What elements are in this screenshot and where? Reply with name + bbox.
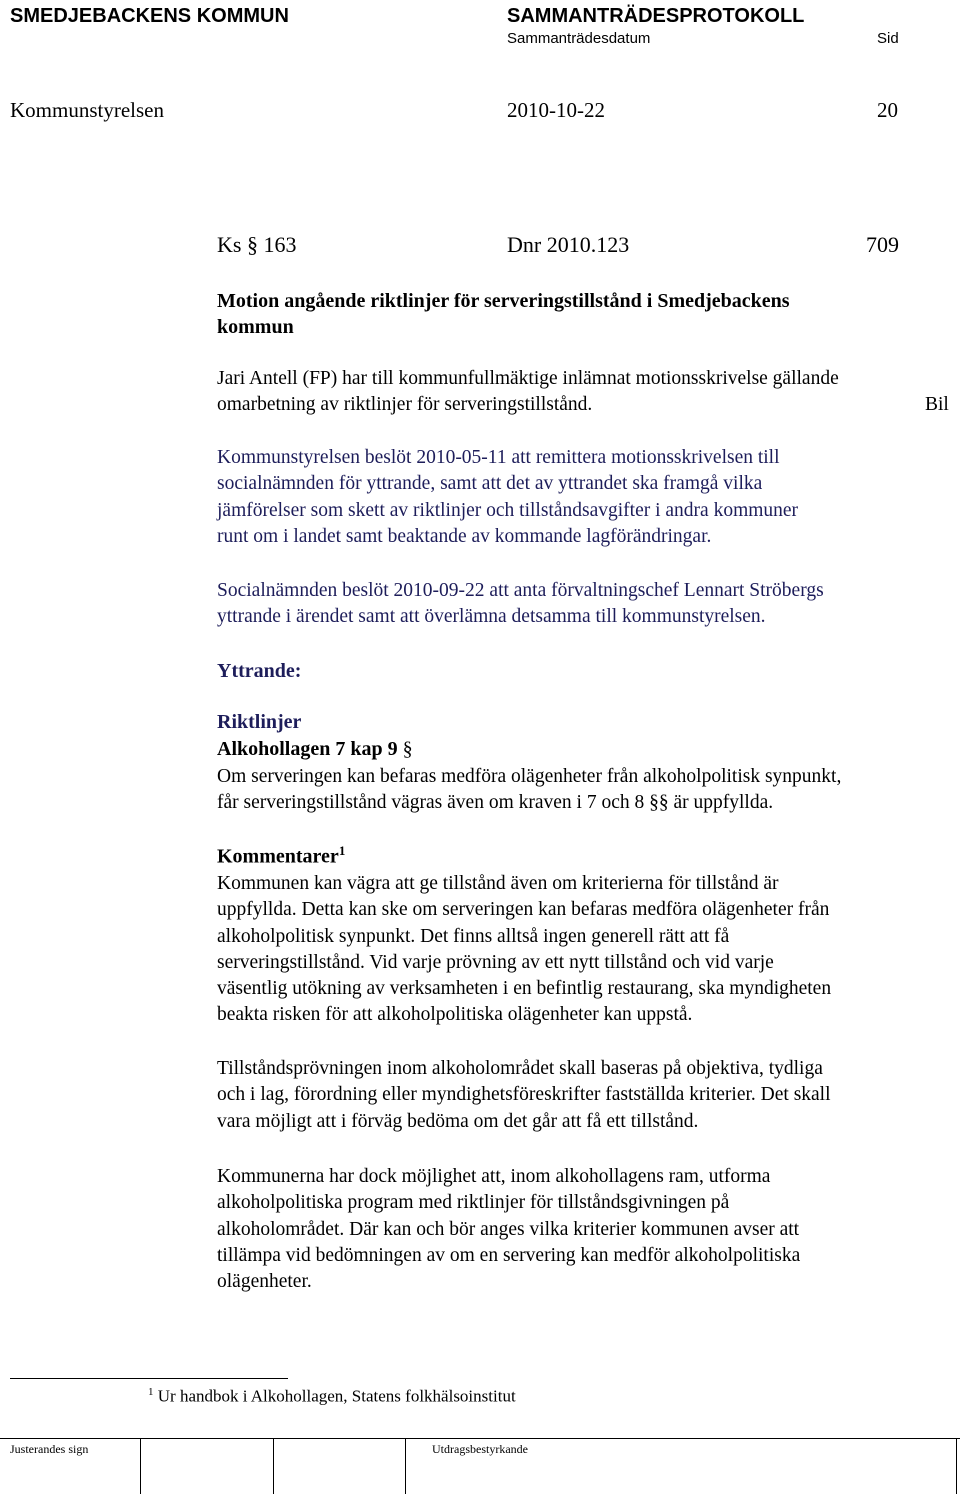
paragraph-referral <box>217 445 957 550</box>
signatures-label: Justerandes sign <box>10 1442 89 1456</box>
page-number: 20 <box>877 98 898 122</box>
law-text-end: är uppfyllda. <box>673 792 774 814</box>
date-label: Sammanträdesdatum <box>507 30 651 47</box>
footnote-separator <box>10 1378 288 1379</box>
text-line: alkoholpolitiska program med riktlinjer för tillståndsgivningen på <box>217 1192 730 1214</box>
text-line: yttrande i ärendet samt att överlämna detsamma till kommunstyrelsen. <box>217 606 766 628</box>
text-line: jämförelser som skett av riktlinjer och tillståndsavgifter i andra kommuner <box>217 499 799 521</box>
certified-label: Utdragsbestyrkande <box>432 1442 528 1456</box>
text-line: alkoholpolitisk synpunkt. Det finns alltså ingen generell rätt att få <box>217 925 730 947</box>
section-symbol: § <box>402 738 413 760</box>
text-line: och i lag, förordning eller myndighetsföreskrifter fastställda kriterier. Det skall <box>217 1084 831 1106</box>
text-line: Socialnämnden beslöt 2010-09-22 att anta förvaltningschef Lennart Ströbergs <box>217 580 824 601</box>
section-symbol: § <box>658 792 669 814</box>
intro-paragraph <box>217 366 957 419</box>
text-line: väsentlig utökning av verksamheten i en befintlig restaurang, ska myndigheten <box>217 978 832 1000</box>
footnote-text: Ur handbok i Alkohollagen, Statens folkhälsoinstitut <box>157 1386 516 1406</box>
section-symbol: § <box>649 792 659 814</box>
text-line: serveringstillstånd. Vid varje prövning av ett nytt tillstånd och vid varje <box>217 951 774 973</box>
guidelines-heading: Riktlinjer <box>217 711 302 733</box>
text-line: Kommunstyrelsen beslöt 2010-05-11 att remittera motionsskrivelsen till <box>217 447 780 468</box>
text-line: alkoholområdet. Där kan och bör anges vilka kriterier kommunen avser att <box>217 1218 800 1240</box>
title-line: kommun <box>217 316 294 338</box>
attachment-marker: Bil <box>925 394 949 415</box>
text-line: vara möjligt att i förväg bedöma om det går att få ett tillstånd. <box>217 1110 699 1132</box>
comments-heading-text: Kommentarer <box>217 845 339 868</box>
case-code: 709 <box>866 232 899 257</box>
text-line: Om serveringen kan befaras medföra olägenheter från alkoholpolitisk synpunkt, <box>217 766 842 787</box>
text-line: tillämpa vid bedömningen av om en servering kan medför alkoholpolitiska <box>217 1244 801 1266</box>
footer-top-rule <box>0 1438 960 1439</box>
ks-number: 163 <box>263 232 297 257</box>
footnote-ref: 1 <box>338 843 346 858</box>
footer-divider <box>956 1438 957 1494</box>
ks-prefix: Ks <box>217 232 242 257</box>
case-dnr: Dnr 2010.123 <box>507 232 630 257</box>
law-text-start: får serveringstillstånd vägras även om kraven i 7 och 8 <box>217 792 645 814</box>
law-text <box>217 764 957 817</box>
text-line: Kommunen kan vägra att ge tillstånd även om kriterierna för tillstånd är <box>217 873 779 894</box>
committee-name: Kommunstyrelsen <box>10 98 164 122</box>
text-line: beakta risken för att alkoholpolitiska olägenheter kan uppstå. <box>217 1004 693 1026</box>
comments-heading <box>217 843 957 869</box>
motion-title <box>217 288 957 340</box>
text-line: Tillståndsprövningen inom alkoholområdet skall baseras på objektiva, tydliga <box>217 1058 823 1079</box>
law-heading-text: Alkohollagen 7 kap 9 <box>217 738 398 760</box>
text-line <box>217 790 957 816</box>
footnote-number: 1 <box>148 1386 154 1398</box>
footer-divider <box>140 1438 141 1494</box>
intro-line: Jari Antell (FP) har till kommunfullmäktige inlämnat motionsskrivelse gällande <box>217 368 839 389</box>
footnote <box>148 1386 516 1407</box>
text-line: runt om i landet samt beaktande av kommande lagförändringar. <box>217 525 712 547</box>
intro-line: omarbetning av riktlinjer för serveringstillstånd. <box>217 394 593 416</box>
section-symbol: § <box>246 232 258 257</box>
text-line: Kommunerna har dock möjlighet att, inom alkohollagens ram, utforma <box>217 1166 771 1187</box>
text-line: olägenheter. <box>217 1271 312 1293</box>
title-line: Motion angående riktlinjer för serveringstillstånd i Smedjebackens <box>217 290 790 312</box>
statement-heading: Yttrande: <box>217 660 302 682</box>
text-line: socialnämnden för yttrande, samt att det av yttrandet ska framgå vilka <box>217 473 763 495</box>
case-ks <box>217 232 296 258</box>
org-name: SMEDJEBACKENS KOMMUN <box>10 5 289 27</box>
paragraph-programs <box>217 1164 957 1295</box>
law-heading <box>217 738 957 761</box>
page-label: Sid <box>877 30 899 47</box>
footer-divider <box>273 1438 274 1494</box>
doc-type: SAMMANTRÄDESPROTOKOLL <box>507 5 805 27</box>
text-line: uppfyllda. Detta kan ske om serveringen kan befaras medföra olägenheter från <box>217 899 830 921</box>
paragraph-decision <box>217 578 957 631</box>
paragraph-comments <box>217 871 957 1029</box>
meeting-date: 2010-10-22 <box>507 98 605 122</box>
paragraph-licensing <box>217 1056 957 1135</box>
footer-divider <box>405 1438 406 1494</box>
